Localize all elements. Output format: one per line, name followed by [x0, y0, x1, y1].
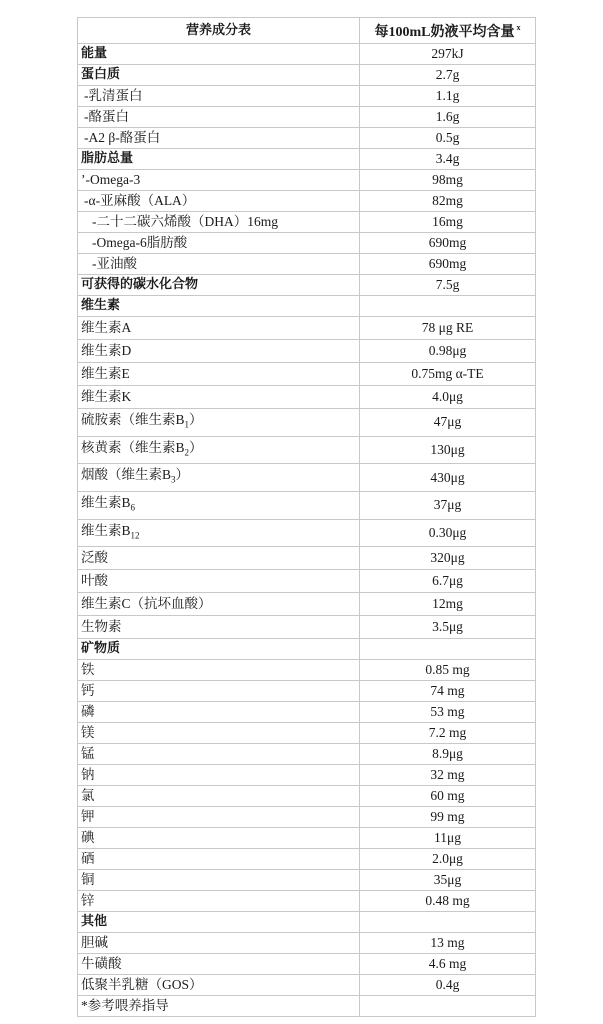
- nutrient-name: [78, 212, 360, 233]
- nutrient-name-text: -Omega-6脂肪酸: [92, 235, 188, 250]
- nutrient-name: [78, 170, 360, 191]
- table-row: [78, 933, 536, 954]
- nutrient-name: [78, 933, 360, 954]
- nutrient-value: 12mg: [360, 593, 536, 616]
- nutrient-name-text: 泛酸: [81, 550, 108, 566]
- nutrient-name-text: 镁: [81, 725, 95, 741]
- table-row: [78, 317, 536, 340]
- nutrient-name-text: 胆碱: [81, 935, 108, 951]
- nutrient-name-tail: ）: [189, 412, 203, 427]
- nutrient-value: [360, 639, 536, 660]
- nutrient-name: [78, 149, 360, 170]
- nutrient-name-text: 维生素B: [81, 522, 131, 538]
- table-row: [78, 149, 536, 170]
- table-row: [78, 639, 536, 660]
- nutrient-subscript: 3: [171, 475, 176, 486]
- table-header-row: [78, 18, 536, 44]
- nutrient-name-text: 碘: [81, 830, 95, 846]
- nutrient-name: [78, 828, 360, 849]
- nutrient-name-text: 锰: [81, 746, 95, 762]
- nutrient-name-text: 能量: [81, 46, 108, 61]
- nutrient-value: 0.4g: [360, 975, 536, 996]
- table-row: [78, 386, 536, 409]
- nutrient-value: 60 mg: [360, 786, 536, 807]
- nutrient-value: 82mg: [360, 191, 536, 212]
- nutrient-name: [78, 409, 360, 437]
- table-row: [78, 828, 536, 849]
- nutrient-name-text: 硒: [81, 851, 95, 867]
- nutrient-name: [78, 128, 360, 149]
- nutrient-name: [78, 891, 360, 912]
- table-row: [78, 954, 536, 975]
- nutrient-name: [78, 86, 360, 107]
- nutrient-name: [78, 870, 360, 891]
- table-row: [78, 547, 536, 570]
- nutrient-name-text: 锌: [81, 893, 95, 909]
- table-row: [78, 191, 536, 212]
- nutrient-name-text: 钙: [81, 683, 95, 699]
- nutrient-name-text: *参考喂养指导: [81, 998, 169, 1014]
- nutrient-name: [78, 340, 360, 363]
- nutrient-name: [78, 519, 360, 547]
- table-row: [78, 436, 536, 464]
- nutrient-name-text: 可获得的碳水化合物: [81, 277, 199, 292]
- nutrient-name: [78, 317, 360, 340]
- table-row: [78, 593, 536, 616]
- nutrient-name: [78, 436, 360, 464]
- nutrient-value: 6.7μg: [360, 570, 536, 593]
- nutrient-value: 690mg: [360, 254, 536, 275]
- nutrient-name-text: 氯: [81, 788, 95, 804]
- nutrient-value: 2.0μg: [360, 849, 536, 870]
- nutrient-name-text: 其他: [81, 914, 108, 930]
- nutrient-name-text: 维生素A: [81, 320, 132, 335]
- nutrient-name: [78, 386, 360, 409]
- nutrient-value: 0.5g: [360, 128, 536, 149]
- table-row: [78, 212, 536, 233]
- nutrient-name-text: 钠: [81, 767, 95, 783]
- nutrient-value: 3.4g: [360, 149, 536, 170]
- nutrient-name: [78, 547, 360, 570]
- nutrient-name-text: 脂肪总量: [81, 151, 134, 166]
- table-row: [78, 723, 536, 744]
- table-row: [78, 681, 536, 702]
- nutrient-name-text: 牛磺酸: [81, 956, 122, 972]
- nutrient-subscript: 6: [130, 502, 136, 513]
- nutrient-name: [78, 464, 360, 492]
- nutrient-name-text: -亚油酸: [92, 256, 137, 271]
- table-row: [78, 65, 536, 86]
- nutrient-value: 320μg: [360, 547, 536, 570]
- nutrient-value: 35μg: [360, 870, 536, 891]
- table-row: [78, 275, 536, 296]
- nutrient-subscript: 2: [184, 447, 190, 458]
- nutrient-name: [78, 765, 360, 786]
- nutrient-name-text: 钾: [81, 809, 95, 825]
- nutrient-name: [78, 363, 360, 386]
- nutrient-name-text: -酪蛋白: [84, 109, 129, 124]
- column-header-nutrient: 营养成分表: [78, 18, 360, 44]
- nutrient-name: [78, 660, 360, 681]
- table-row: [78, 492, 536, 520]
- nutrient-name: [78, 849, 360, 870]
- nutrient-name-text: 铜: [81, 872, 95, 888]
- nutrient-name-text: 磷: [81, 704, 95, 720]
- nutrient-name-text: 蛋白质: [81, 67, 121, 82]
- nutrient-value: 47μg: [360, 409, 536, 437]
- nutrient-value: [360, 996, 536, 1017]
- nutrient-name: [78, 570, 360, 593]
- nutrient-value: 11μg: [360, 828, 536, 849]
- table-row: [78, 570, 536, 593]
- nutrient-value: 4.6 mg: [360, 954, 536, 975]
- table-row: [78, 912, 536, 933]
- nutrient-name-text: 低聚半乳糖（GOS）: [81, 977, 203, 993]
- nutrient-name-text: 维生素B: [81, 495, 131, 511]
- table-row: [78, 409, 536, 437]
- nutrient-name-tail: ）: [189, 439, 203, 455]
- nutrient-name-text: 维生素C（抗坏血酸）: [81, 596, 212, 612]
- nutrient-value: 0.85 mg: [360, 660, 536, 681]
- nutrient-name-text: 硫胺素（维生素B: [81, 412, 185, 427]
- nutrient-name: [78, 492, 360, 520]
- table-row: [78, 363, 536, 386]
- nutrient-name-text: ’-Omega-3: [81, 172, 141, 187]
- nutrient-name-text: -二十二碳六烯酸（DHA）16mg: [92, 214, 278, 229]
- table-row: [78, 296, 536, 317]
- nutrient-value: 430μg: [360, 464, 536, 492]
- nutrient-value: 16mg: [360, 212, 536, 233]
- nutrient-value: 7.5g: [360, 275, 536, 296]
- nutrient-value: 99 mg: [360, 807, 536, 828]
- table-row: [78, 786, 536, 807]
- nutrient-value: 7.2 mg: [360, 723, 536, 744]
- footnote-marker: x: [516, 23, 521, 32]
- table-row: [78, 849, 536, 870]
- nutrient-value: 690mg: [360, 233, 536, 254]
- table-row: [78, 44, 536, 65]
- nutrient-value: 53 mg: [360, 702, 536, 723]
- nutrient-value: 0.30μg: [360, 519, 536, 547]
- nutrient-value: 37μg: [360, 492, 536, 520]
- nutrient-name: [78, 254, 360, 275]
- table-row: [78, 891, 536, 912]
- table-row: [78, 254, 536, 275]
- nutrient-value: 0.48 mg: [360, 891, 536, 912]
- table-row: [78, 870, 536, 891]
- nutrient-value: 4.0μg: [360, 386, 536, 409]
- nutrient-name-text: 维生素K: [81, 389, 132, 404]
- nutrient-value: 1.6g: [360, 107, 536, 128]
- nutrient-subscript: 1: [184, 419, 190, 430]
- nutrient-name-text: 核黄素（维生素B: [81, 439, 185, 455]
- nutrient-name-text: 生物素: [81, 619, 122, 635]
- nutrient-name-text: 铁: [81, 662, 95, 678]
- nutrient-value: 2.7g: [360, 65, 536, 86]
- nutrient-name-tail: ）: [175, 467, 190, 483]
- nutrient-name-text: 维生素E: [81, 366, 130, 381]
- nutrient-value: 74 mg: [360, 681, 536, 702]
- nutrient-subscript: 12: [130, 530, 140, 541]
- table-row: [78, 996, 536, 1017]
- nutrient-name: [78, 107, 360, 128]
- table-row: [78, 975, 536, 996]
- table-row: [78, 702, 536, 723]
- nutrient-name: [78, 954, 360, 975]
- nutrient-name: [78, 723, 360, 744]
- nutrient-name: [78, 275, 360, 296]
- nutrient-name: [78, 639, 360, 660]
- table-row: [78, 340, 536, 363]
- nutrient-name-text: 烟酸（维生素B: [81, 467, 172, 483]
- nutrient-name: [78, 296, 360, 317]
- nutrient-name: [78, 616, 360, 639]
- nutrient-name: [78, 191, 360, 212]
- table-row: [78, 128, 536, 149]
- table-row: [78, 107, 536, 128]
- table-row: [78, 170, 536, 191]
- nutrient-name: [78, 681, 360, 702]
- nutrient-value: [360, 912, 536, 933]
- table-row: [78, 519, 536, 547]
- nutrient-value: 78 μg RE: [360, 317, 536, 340]
- nutrient-value: 297kJ: [360, 44, 536, 65]
- nutrient-value: 0.98μg: [360, 340, 536, 363]
- nutrient-name: [78, 786, 360, 807]
- nutrient-name: [78, 996, 360, 1017]
- nutrient-name: [78, 65, 360, 86]
- nutrient-value: [360, 296, 536, 317]
- nutrient-name: [78, 44, 360, 65]
- nutrient-name-text: -α-亚麻酸（ALA）: [84, 193, 196, 208]
- nutrient-value: 13 mg: [360, 933, 536, 954]
- nutrient-name: [78, 975, 360, 996]
- nutrition-facts-table: [77, 17, 536, 1017]
- nutrient-value: 1.1g: [360, 86, 536, 107]
- table-row: [78, 86, 536, 107]
- nutrient-name-text: 维生素D: [81, 343, 132, 358]
- nutrient-value: 0.75mg α-TE: [360, 363, 536, 386]
- nutrient-name: [78, 807, 360, 828]
- nutrient-name-text: -乳清蛋白: [84, 88, 143, 103]
- nutrient-value: 32 mg: [360, 765, 536, 786]
- nutrient-value: 3.5μg: [360, 616, 536, 639]
- table-row: [78, 616, 536, 639]
- nutrient-name: [78, 593, 360, 616]
- nutrient-name-text: 矿物质: [81, 641, 121, 657]
- table-row: [78, 807, 536, 828]
- nutrient-name: [78, 744, 360, 765]
- nutrient-value: 130μg: [360, 436, 536, 464]
- table-body: [78, 44, 536, 1017]
- nutrient-name: [78, 912, 360, 933]
- table-row: [78, 233, 536, 254]
- nutrient-name: [78, 702, 360, 723]
- nutrient-name: [78, 233, 360, 254]
- nutrient-value: 98mg: [360, 170, 536, 191]
- table-row: [78, 660, 536, 681]
- nutrient-name-text: 叶酸: [81, 573, 108, 589]
- nutrient-value: 8.9μg: [360, 744, 536, 765]
- table-row: [78, 765, 536, 786]
- nutrient-name-text: 维生素: [81, 298, 121, 313]
- table-row: [78, 464, 536, 492]
- table-row: [78, 744, 536, 765]
- column-header-amount: [360, 18, 536, 44]
- column-header-amount-label: 每100mL奶液平均含量: [374, 25, 515, 40]
- nutrient-name-text: -A2 β-酪蛋白: [84, 130, 161, 145]
